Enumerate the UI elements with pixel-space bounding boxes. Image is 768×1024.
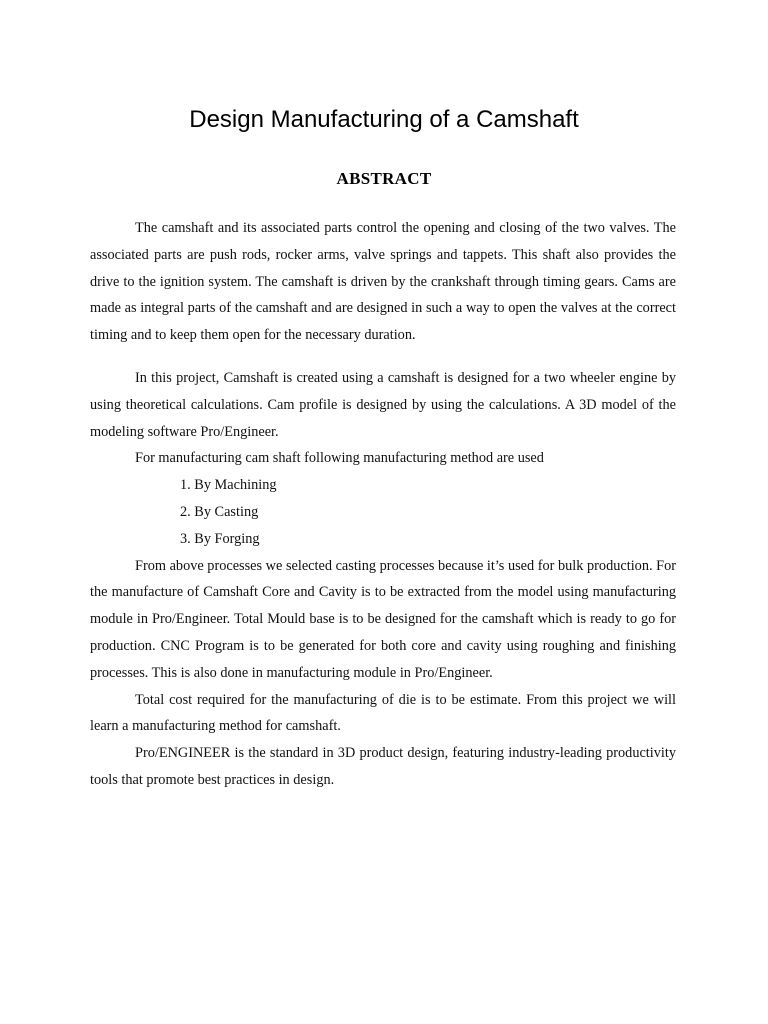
abstract-heading: ABSTRACT bbox=[336, 169, 432, 188]
paragraph-cost: Total cost required for the manufacturing of die is to be estimate. From this project we will learn a manufacturing method for camshaft. bbox=[90, 691, 676, 735]
paragraph-project: In this project, Camshaft is created using a camshaft is designed for a two wheeler engine by using theoretical calculations. Cam profile is designed by using the calculations. A 3D model of the modeling software Pro/Engineer. bbox=[90, 369, 676, 440]
list-item: 3. By Forging bbox=[180, 530, 260, 547]
abstract-body bbox=[90, 215, 676, 794]
paragraph-methods-intro: For manufacturing cam shaft following manufacturing method are used bbox=[135, 450, 544, 467]
document-title: Design Manufacturing of a Camshaft bbox=[189, 106, 579, 133]
methods-list bbox=[90, 472, 676, 552]
list-item: 1. By Machining bbox=[180, 477, 277, 494]
paragraph-casting-selection: From above processes we selected casting processes because it’s used for bulk production. For the manufacture of Camshaft Core and Cavity is to be extracted from the model using manufacturing module in Pro/Engineer. Total Mould base is to be designed for the camshaft which is ready to go for production. CNC Program is to be generated for both core and cavity using roughing and finishing processes. This is also done in manufacturing module in Pro/Engineer. bbox=[90, 557, 676, 681]
paragraph-camshaft-intro: The camshaft and its associated parts control the opening and closing of the two valves. The associated parts are push rods, rocker arms, valve springs and tappets. This shaft also provides the drive to the ignition system. The camshaft is driven by the crankshaft through timing gears. Cams are made as integral parts of the camshaft and are designed in such a way to open the valves at the correct timing and to keep them open for the necessary duration. bbox=[90, 220, 676, 344]
paragraph-proengineer: Pro/ENGINEER is the standard in 3D product design, featuring industry-leading productivity tools that promote best practices in design. bbox=[90, 745, 676, 788]
list-item: 2. By Casting bbox=[180, 503, 259, 520]
